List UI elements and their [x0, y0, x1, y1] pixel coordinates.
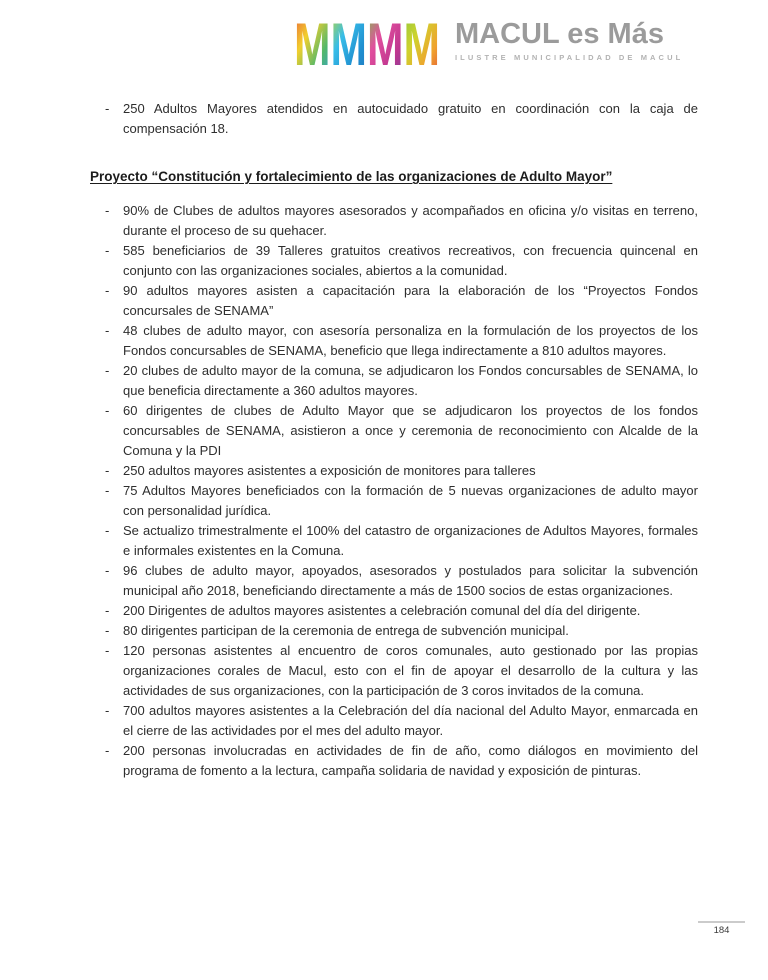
list-item-text: 90% de Clubes de adultos mayores asesorados y acompañados en oficina y/o visitas en terreno, durante el proceso de su quehacer.	[123, 203, 698, 238]
list-item-text: 20 clubes de adulto mayor de la comuna, se adjudicaron los Fondos concursables de SENAMA, lo que beneficia directamente a 360 adultos mayores.	[123, 363, 698, 398]
bullet-dash: -	[105, 463, 110, 478]
list-item	[90, 481, 698, 521]
list-item-text: Se actualizo trimestralmente el 100% del catastro de organizaciones de Adultos Mayores, formales e informales existentes en la Comuna.	[123, 523, 698, 558]
list-item	[90, 521, 698, 561]
bullet-dash: -	[105, 703, 110, 718]
list-item	[90, 241, 698, 281]
bullet-dash: -	[105, 101, 110, 116]
list-item	[90, 561, 698, 601]
macul-logo-monogram-icon	[294, 14, 442, 72]
bullet-dash: -	[105, 363, 110, 378]
list-item	[90, 701, 698, 741]
list-item	[90, 601, 698, 621]
intro-bullet-list	[90, 99, 698, 139]
bullet-dash: -	[105, 483, 110, 498]
bullet-dash: -	[105, 563, 110, 578]
list-item	[90, 281, 698, 321]
bullet-dash: -	[105, 323, 110, 338]
list-item-text: 80 dirigentes participan de la ceremonia de entrega de subvención municipal.	[123, 623, 569, 638]
list-item	[90, 401, 698, 461]
list-item	[90, 461, 698, 481]
logo-subtitle: ILUSTRE MUNICIPALIDAD DE MACUL	[455, 53, 684, 62]
bullet-dash: -	[105, 203, 110, 218]
bullet-dash: -	[105, 743, 110, 758]
list-item-text: 48 clubes de adulto mayor, con asesoría personaliza en la formulación de los proyectos de los Fondos concursables de SENAMA, beneficio que llega indirectamente a 810 adultos mayores.	[123, 323, 698, 358]
bullet-dash: -	[105, 283, 110, 298]
section-title: Proyecto “Constitución y fortalecimiento de las organizaciones de Adulto Mayor”	[90, 169, 613, 184]
list-item-text: 120 personas asistentes al encuentro de coros comunales, auto gestionado por las propias organizaciones corales de Macul, esto con el fin de apoyar el desarrollo de la cultura y las actividades de sus organizaciones, con la participación de 3 coros invitados de la comuna.	[123, 643, 698, 698]
logo-letter-m: M	[330, 14, 367, 72]
list-item-text: 96 clubes de adulto mayor, apoyados, asesorados y postulados para solicitar la subvención municipal año 2018, beneficiando directamente a más de 1500 socios de estas organizaciones.	[123, 563, 698, 598]
bullet-dash: -	[105, 623, 110, 638]
bullet-dash: -	[105, 243, 110, 258]
list-item-text: 250 Adultos Mayores atendidos en autocuidado gratuito en coordinación con la caja de compensación 18.	[123, 101, 698, 136]
list-item	[90, 621, 698, 641]
list-item-text: 90 adultos mayores asisten a capacitación para la elaboración de los “Proyectos Fondos concursales de SENAMA”	[123, 283, 698, 318]
bullet-dash: -	[105, 403, 110, 418]
bullet-dash: -	[105, 643, 110, 658]
list-item	[90, 741, 698, 781]
macul-logo	[294, 14, 683, 72]
list-item	[90, 361, 698, 401]
logo-letter-m: M	[403, 14, 440, 72]
list-item	[90, 321, 698, 361]
logo-letter-m: M	[294, 14, 331, 72]
list-item-text: 200 personas involucradas en actividades de fin de año, como diálogos en movimiento del programa de fomento a la lectura, campaña solidaria de navidad y exposición de pinturas.	[123, 743, 698, 778]
list-item-text: 250 adultos mayores asistentes a exposición de monitores para talleres	[123, 463, 536, 478]
main-bullet-list	[90, 201, 698, 781]
bullet-dash: -	[105, 523, 110, 538]
list-item	[90, 99, 698, 139]
logo-text-block	[455, 14, 683, 62]
list-item-text: 60 dirigentes de clubes de Adulto Mayor que se adjudicaron los proyectos de los fondos concursables de SENAMA, asistieron a once y ceremonia de reconocimiento con Alcalde de la Comuna y la PDI	[123, 403, 698, 458]
list-item-text: 585 beneficiarios de 39 Talleres gratuitos creativos recreativos, con frecuencia quincenal en conjunto con las organizaciones sociales, abiertos a la comunidad.	[123, 243, 698, 278]
page-number: 184	[698, 921, 745, 936]
list-item	[90, 641, 698, 701]
list-item	[90, 201, 698, 241]
logo-title: MACUL es Más	[455, 18, 664, 50]
list-item-text: 700 adultos mayores asistentes a la Celebración del día nacional del Adulto Mayor, enmarcada en el cierre de las actividades por el mes del adulto mayor.	[123, 703, 698, 738]
list-item-text: 75 Adultos Mayores beneficiados con la formación de 5 nuevas organizaciones de adulto mayor con personalidad jurídica.	[123, 483, 698, 518]
bullet-dash: -	[105, 603, 110, 618]
logo-letter-m: M	[367, 14, 404, 72]
list-item-text: 200 Dirigentes de adultos mayores asistentes a celebración comunal del día del dirigente.	[123, 603, 641, 618]
